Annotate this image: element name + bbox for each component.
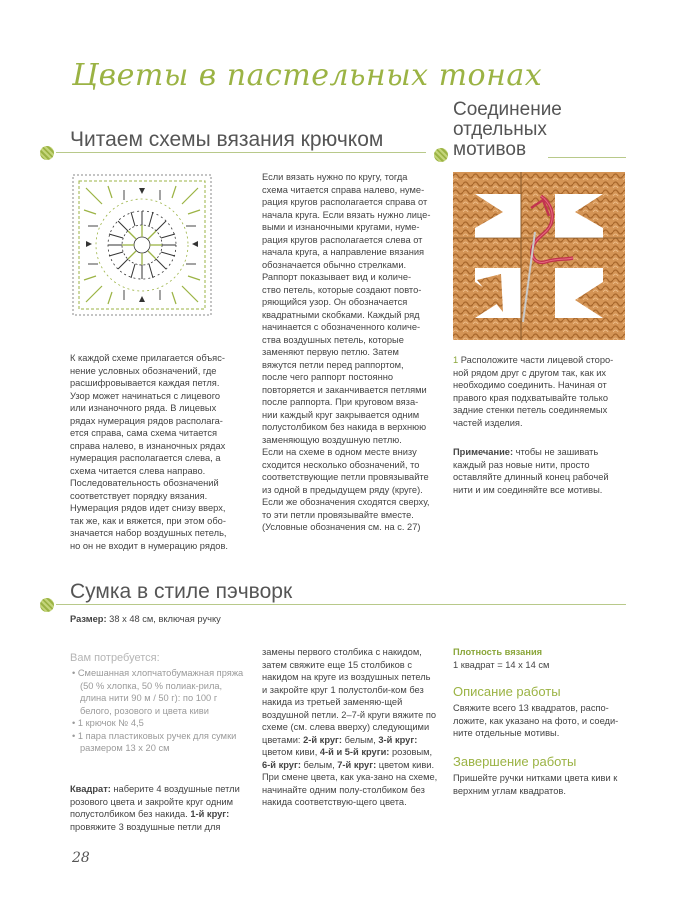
materials-heading: Вам потребуется: <box>70 652 160 664</box>
finish-text: Пришейте ручки нитками цвета киви к верхним углам квадратов. <box>453 773 618 796</box>
yarn-ball-icon <box>40 598 54 612</box>
page-number: 28 <box>72 850 90 866</box>
yarn-ball-icon <box>434 148 448 162</box>
step-number: 1 <box>453 355 459 365</box>
heading-rule <box>548 157 626 158</box>
list-item: • 1 крючок № 4,5 <box>72 718 144 728</box>
note-text: Примечание: чтобы не зашивать каждый раз новые нити, просто оставляйте длинный конец рабочей нити и им соединяйте все мотивы. <box>453 447 609 495</box>
section-heading-knit: Читаем схемы вязания крючком <box>70 128 384 151</box>
density-value: 1 квадрат = 14 х 14 см <box>453 660 550 670</box>
bag-size: Размер: 38 х 48 см, включая ручку <box>70 614 221 624</box>
note-label: Примечание: <box>453 447 514 457</box>
heading-rule <box>56 152 426 153</box>
rounds-instructions: замены первого столбика с накидом, затем свяжите еще 15 столбиков с накидом на круге из воздушных петель и закройте круг 1 полустолби-ком без накида из третьей заменяю-щей воздушной петли. 2–7-й круги вяжите по схеме (см. слева вверху) следующими цветами: 2-й круг: белым, 3-й круг: цветом киви, 4-й и 5-й круги: розовым, 6-й круг: белым, 7-й круг: цветом киви. При смене цвета, как ука-зано на схеме, начинайте одним полу-столбиком без накида соответствую-щего цвета. <box>262 647 438 807</box>
description-heading: Описание работы <box>453 684 561 699</box>
list-item: • 1 пара пластиковых ручек для сумки размером 13 х 20 см <box>72 730 237 753</box>
page-title: Цветы в пастельных тонах <box>72 58 543 93</box>
density-heading: Плотность вязания <box>453 647 543 657</box>
heading-rule <box>56 604 626 605</box>
yarn-ball-icon <box>40 146 54 160</box>
joining-motifs-photo <box>453 172 625 340</box>
finish-heading: Завершение работы <box>453 754 577 769</box>
section-heading-bag: Сумка в стиле пэчворк <box>70 580 293 603</box>
section-heading-join: Соединение отдельных мотивов <box>453 99 562 160</box>
text-column-left: К каждой схеме прилагается объяс- нение условных обозначений, где расшифровывается каждая петля. Узор может начинаться с лицевого или изнаночного ряда. В лицевых рядах нумерация рядов располага- ется справа, сама схема читается справа налево, в изнаночных рядах нумерация располагается слева, а схема читается слева направо. Последовательность обозначений соответствует порядку вязания. Нумерация рядов идет снизу вверх, так же, как и вяжется, при этом обо- значается набор воздушных петель, но он не входит в нумерацию рядов. <box>70 353 228 551</box>
square-instructions: Квадрат: наберите 4 воздушные петли розового цвета и закройте круг одним полустолбиком без накида. 1-й круг: провяжите 3 воздушные петли для <box>70 784 240 832</box>
description-text: Свяжите всего 13 квадратов, распо-ложите, как указано на фото, и соеди-ните отдельные мотивы. <box>453 703 619 738</box>
step-1-text: 1 Расположите части лицевой сторо- ной рядом друг с другом так, как их необходимо соединить. Начиная от правого края подхватывайте только задние стенки петель соединяемых частей изделия. <box>453 355 614 428</box>
materials-list <box>72 667 244 755</box>
crochet-chart-diagram <box>72 174 212 316</box>
list-item: • Смешанная хлопчатобумажная пряжа (50 % хлопка, 50 % полиак-рила, длина нити 90 м / 50 г): по 100 г белого, розового и цвета киви <box>72 668 244 716</box>
text-column-middle: Если вязать нужно по кругу, тогда схема читается справа налево, нуме- рация кругов располагается справа от начала круга. Если вязать нужно лице- выми и изнаночными кругами, нуме- рация кругов располагается слева от начала круга, а направление вязания обозначается обычно стрелками. Раппорт показывает вид и количе- ство петель, которые создают повто- ряющийся узор. Он обозначается квадратными скобками. Каждый ряд начинается с обозначенного количе- ства воздушных петель, которые заменяют первую петлю. Затем вяжутся петли перед раппортом, после чего раппорт постоянно повторяется и заканчивается петлями после раппорта. При круговом вязa- нии каждый круг закрывается одним полустолбиком без накида в верхнюю заменяющую воздушную петлю. Если на схеме в одном месте внизу сходится несколько обозначений, то соответствующие петли провязывайте из одной в предыдущем ряду (круге). Если же обозначения сходятся сверху, то эти петли провязывайте вместе. (Условные обозначения см. на с. 27) <box>262 172 431 532</box>
